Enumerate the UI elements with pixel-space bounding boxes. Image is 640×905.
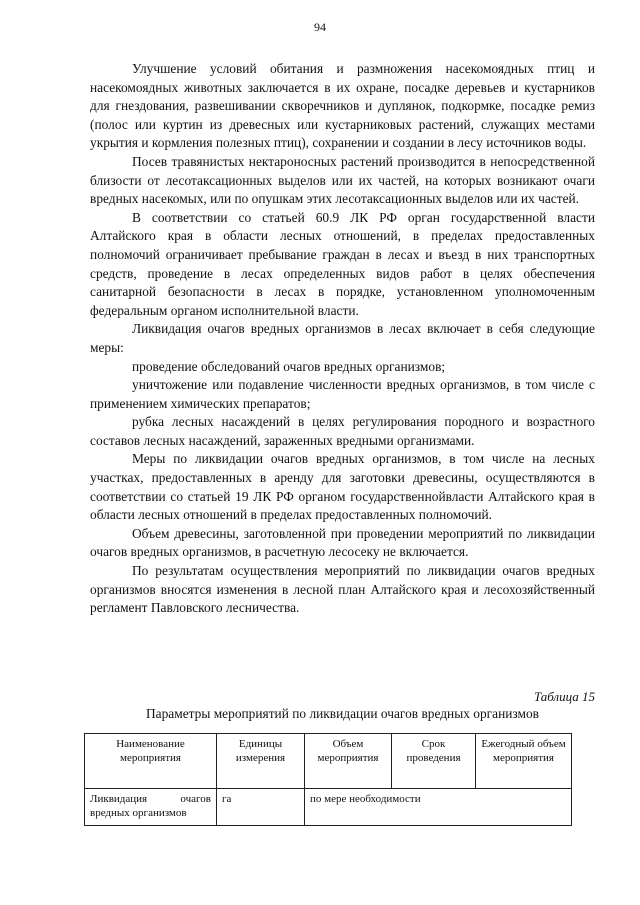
column-header: Единицы измерения (217, 734, 305, 789)
paragraph: Ликвидация очагов вредных организмов в лесах включает в себя следующие меры: (90, 321, 595, 355)
paragraph: В соответствии со статьей 60.9 ЛК РФ орган государственной власти Алтайского края в области лесных отношений, в пределах предоставленных полномочий ограничивает пребывание граждан в лесах и въезд в них транспортных средств, проведение в лесах определенных видов работ в целях обеспечения санитарной безопасности в лесах в порядке, установленном уполномоченным федеральным органом исполнительной власти. (90, 209, 595, 318)
parameters-table (84, 733, 572, 826)
table-label: Таблица 15 (533, 689, 595, 704)
paragraph: Посев травянистых нектароносных растений производится в непосредственной близости от лесотаксационных выделов или их частей, на которых возникают очаги вредных насекомых, или по опушкам этих лесотаксационных выделов или их частей. (90, 153, 595, 207)
body-text (90, 60, 595, 618)
list-item: проведение обследований очагов вредных организмов; (132, 358, 446, 374)
cell-name: Ликвидация очагов вредных организмов (85, 789, 217, 826)
column-header: Наименование мероприятия (85, 734, 217, 789)
column-header: Срок проведения (392, 734, 476, 789)
table-header-row (85, 734, 572, 789)
column-header: Объем мероприятия (305, 734, 392, 789)
table-row (85, 789, 572, 826)
table-title: Параметры мероприятий по ликвидации очагов вредных организмов (145, 706, 539, 721)
cell-volume-note: по мере необходимости (305, 789, 572, 826)
column-header: Ежегодный объем мероприятия (476, 734, 572, 789)
list-item: рубка лесных насаждений в целях регулирования породного и возрастного составов лесных насаждений, зараженных вредными организмами. (90, 414, 595, 448)
paragraph: Улучшение условий обитания и размножения насекомоядных птиц и насекомоядных животных заключается в их охране, посадке деревьев и кустарников для гнездования, развешивании скворечников и дуплянок, подкормке, посадке ремиз (полос или куртин из древесных или кустарниковых растений, служащих местами укрытия и кормления полезных птиц), сохранении и создании в лесу источников воды. (90, 61, 595, 151)
paragraph: Объем древесины, заготовленной при проведении мероприятий по ликвидации очагов вредных организмов, в расчетную лесосеку не включается. (90, 525, 595, 560)
paragraph: По результатам осуществления мероприятий по ликвидации очагов вредных организмов вносятся изменения в лесной план Алтайского края и лесохозяйственный регламент Павловского лесничества. (90, 563, 595, 616)
paragraph: Меры по ликвидации очагов вредных организмов, в том числе на лесных участках, предоставленных в аренду для заготовки древесины, осуществляются в соответствии со статьей 19 ЛК РФ органом государственнойвласти Алтайского края в области лесных отношений в пределах предоставленных полномочий. (90, 451, 595, 523)
cell-unit: га (217, 789, 305, 826)
list-item: уничтожение или подавление численности вредных организмов, в том числе с применением химических препаратов; (90, 377, 595, 411)
page-number: 94 (314, 20, 326, 34)
